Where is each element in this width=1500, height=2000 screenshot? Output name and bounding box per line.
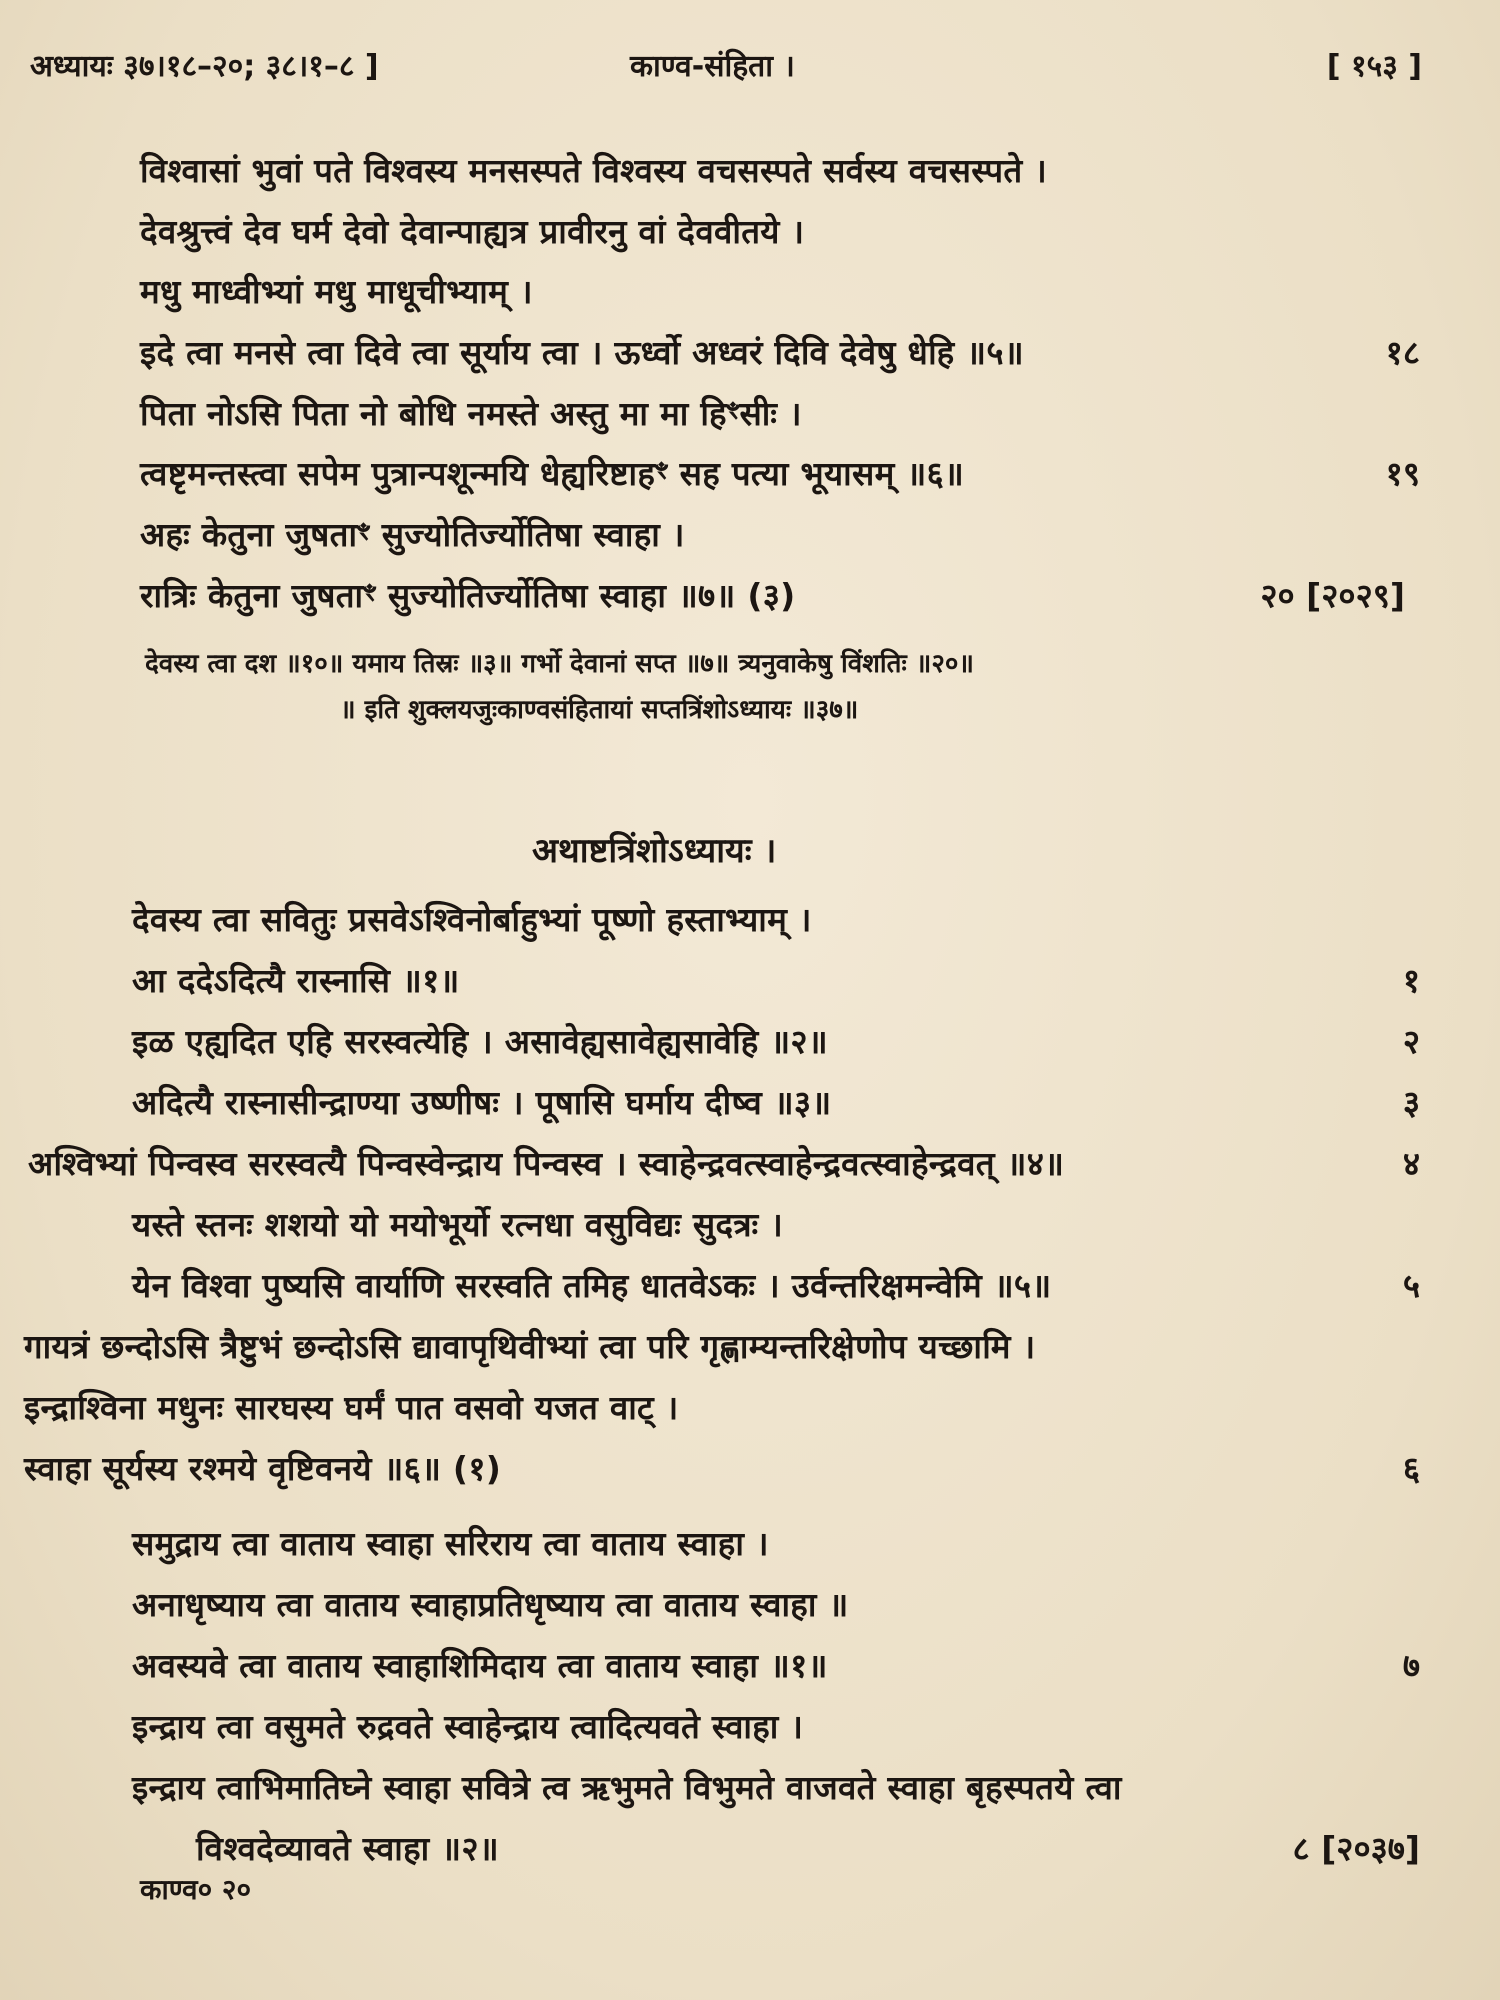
verse-number: १९ xyxy=(1385,454,1420,493)
verse-number: ४ xyxy=(1402,1144,1420,1183)
verse-line: यस्ते स्तनः शशयो यो मयोभूर्यो रत्नधा वसुविद्यः सुदत्रः । xyxy=(132,1205,784,1244)
chapter-colophon: ॥ इति शुक्लयजुःकाण्वसंहितायां सप्तत्रिंशोऽध्यायः ॥३७॥ xyxy=(340,695,859,725)
verse-line: आ ददेऽदित्यै रास्नासि ॥१॥ xyxy=(132,961,460,1000)
chapter-heading: अथाष्टत्रिंशोऽध्यायः । xyxy=(532,831,777,871)
verse-number: १८ xyxy=(1385,333,1420,372)
header-chapter-reference: अध्यायः ३७।१८–२०; ३८।१–८ ] xyxy=(30,49,379,84)
verse-number: १ xyxy=(1402,961,1420,1000)
verse-line: अनाधृष्याय त्वा वाताय स्वाहाप्रतिधृष्याय त्वा वाताय स्वाहा ॥ xyxy=(132,1585,849,1624)
verse-line: इन्द्राश्विना मधुनः सारघस्य घर्मं पात वसवो यजत वाट् । xyxy=(24,1388,679,1427)
verse-line: इन्द्राय त्वाभिमातिघ्ने स्वाहा सवित्रे त्व ऋभुमते विभुमते वाजवते स्वाहा बृहस्पतये त्वा xyxy=(132,1768,1122,1807)
verse-number: ६ xyxy=(1402,1449,1420,1488)
verse-line: येन विश्वा पुष्यसि वार्याणि सरस्वति तमिह धातवेऽकः । उर्वन्तरिक्षमन्वेमि ॥५॥ xyxy=(132,1266,1052,1305)
verse-line: इदे त्वा मनसे त्वा दिवे त्वा सूर्याय त्वा । ऊर्ध्वो अध्वरं दिवि देवेषु धेहि ॥५॥ xyxy=(140,333,1024,372)
verse-line: देवश्रुत्त्वं देव घर्म देवो देवान्पाह्यत्र प्रावीरनु वां देववीतये । xyxy=(140,212,805,251)
header-title: काण्व-संहिता । xyxy=(630,49,795,84)
header-page-number: [ १५३ ] xyxy=(1326,49,1422,84)
verse-line: समुद्राय त्वा वाताय स्वाहा सरिराय त्वा वाताय स्वाहा । xyxy=(132,1524,769,1563)
verse-number: ८ [२०३७] xyxy=(1292,1829,1420,1868)
verse-line: अश्विभ्यां पिन्वस्व सरस्वत्यै पिन्वस्वेन्द्राय पिन्वस्व । स्वाहेन्द्रवत्स्वाहेन्द्रवत्स्वाहेन्द्रवत् ॥४॥ xyxy=(28,1144,1065,1183)
verse-line: अहः केतुना जुषताꣳ सुज्योतिर्ज्योतिषा स्वाहा । xyxy=(140,515,685,554)
verse-line: गायत्रं छन्दोऽसि त्रैष्टुभं छन्दोऽसि द्यावापृथिवीभ्यां त्वा परि गृह्णाम्यन्तरिक्षेणोप यच्छामि । xyxy=(24,1327,1036,1366)
verse-line: त्वष्टृमन्तस्त्वा सपेम पुत्रान्पशून्मयि धेह्यरिष्टाहꣳ सह पत्या भूयासम् ॥६॥ xyxy=(140,454,965,493)
verse-line: विश्वासां भुवां पते विश्वस्य मनसस्पते विश्वस्य वचसस्पते सर्वस्य वचसस्पते । xyxy=(140,151,1048,190)
verse-line: पिता नोऽसि पिता नो बोधि नमस्ते अस्तु मा मा हिꣳसीः । xyxy=(140,394,802,433)
running-header xyxy=(0,44,1500,94)
verse-line: अवस्यवे त्वा वाताय स्वाहाशिमिदाय त्वा वाताय स्वाहा ॥१॥ xyxy=(132,1646,828,1685)
verse-number: २ xyxy=(1402,1022,1420,1061)
page-footer-signature: काण्व० २० xyxy=(140,1873,252,1906)
verse-number: ३ xyxy=(1402,1083,1420,1122)
verse-number: ५ xyxy=(1402,1266,1420,1305)
verse-line: मधु माध्वीभ्यां मधु माधूचीभ्याम् । xyxy=(140,272,533,311)
verse-line: विश्वदेव्यावते स्वाहा ॥२॥ xyxy=(196,1829,499,1868)
verse-line: स्वाहा सूर्यस्य रश्मये वृष्टिवनये ॥६॥ (१) xyxy=(24,1449,502,1488)
verse-line: रात्रिः केतुना जुषताꣳ सुज्योतिर्ज्योतिषा स्वाहा ॥७॥ (३) xyxy=(140,576,796,615)
verse-line: इन्द्राय त्वा वसुमते रुद्रवते स्वाहेन्द्राय त्वादित्यवते स्वाहा । xyxy=(132,1707,804,1746)
verse-number: २० [२०२९] xyxy=(1260,576,1405,615)
verse-line: अदित्यै रास्नासीन्द्राण्या उष्णीषः । पूषासि घर्माय दीष्व ॥३॥ xyxy=(132,1083,832,1122)
anukramani-summary: देवस्य त्वा दश ॥१०॥ यमाय तिस्रः ॥३॥ गर्भो देवानां सप्त ॥७॥ त्र्यनुवाकेषु विंशतिः ॥२०॥ xyxy=(145,649,974,679)
verse-line: देवस्य त्वा सवितुः प्रसवेऽश्विनोर्बाहुभ्यां पूष्णो हस्ताभ्याम् । xyxy=(132,900,812,939)
verse-number: ७ xyxy=(1402,1646,1420,1685)
verse-line: इळ एह्यदित एहि सरस्वत्येहि । असावेह्यसावेह्यसावेहि ॥२॥ xyxy=(132,1022,828,1061)
